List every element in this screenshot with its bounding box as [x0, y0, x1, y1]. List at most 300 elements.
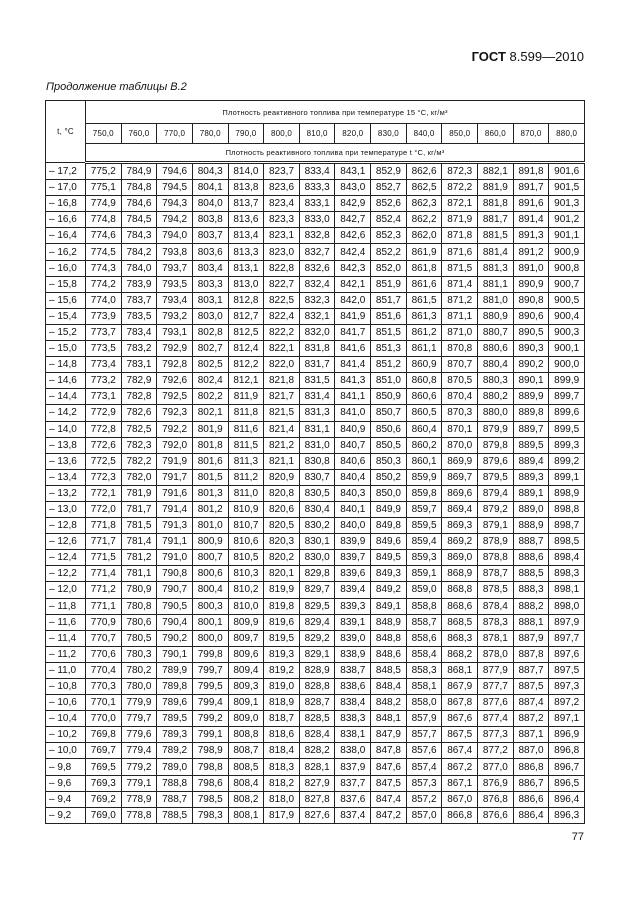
density-cell: 861,1 [406, 341, 442, 357]
table-row [46, 341, 585, 357]
density-cell: 870,3 [442, 405, 478, 421]
density-cell: 848,5 [371, 662, 407, 678]
density-cell: 792,8 [157, 357, 193, 373]
density-cell: 791,3 [157, 518, 193, 534]
temperature-cell: – 15,2 [46, 324, 86, 340]
density-cell: 779,7 [121, 711, 157, 727]
density-cell: 900,9 [549, 244, 585, 260]
temperature-cell: – 14,2 [46, 405, 86, 421]
table-row [46, 469, 585, 485]
density-cell: 881,4 [478, 244, 514, 260]
temperature-cell: – 13,6 [46, 453, 86, 469]
density-cell: 898,4 [549, 550, 585, 566]
density-cell: 828,4 [299, 727, 335, 743]
density-cell: 880,6 [478, 341, 514, 357]
density-column-header: 780,0 [192, 124, 228, 144]
density-cell: 808,7 [228, 743, 264, 759]
table-row [46, 582, 585, 598]
density-cell: 891,2 [513, 244, 549, 260]
density-cell: 813,3 [228, 244, 264, 260]
density-cell: 801,0 [192, 518, 228, 534]
density-cell: 820,3 [264, 534, 300, 550]
density-cell: 886,6 [513, 791, 549, 807]
density-cell: 804,1 [192, 180, 228, 196]
density-cell: 832,4 [299, 276, 335, 292]
density-cell: 813,4 [228, 228, 264, 244]
density-cell: 896,8 [549, 743, 585, 759]
density-cell: 782,9 [121, 373, 157, 389]
density-cell: 788,7 [157, 791, 193, 807]
table-row [46, 292, 585, 308]
density-cell: 897,1 [549, 711, 585, 727]
density-cell: 897,6 [549, 646, 585, 662]
density-cell: 858,0 [406, 695, 442, 711]
density-cell: 828,5 [299, 711, 335, 727]
table-row [46, 662, 585, 678]
density-cell: 840,9 [335, 421, 371, 437]
density-cell: 850,6 [371, 421, 407, 437]
density-cell: 775,1 [86, 180, 122, 196]
table-row [46, 453, 585, 469]
density-cell: 798,8 [192, 759, 228, 775]
density-cell: 809,7 [228, 630, 264, 646]
density-cell: 827,9 [299, 775, 335, 791]
table-row [46, 775, 585, 791]
density-cell: 857,6 [406, 743, 442, 759]
temperature-cell: – 14,8 [46, 357, 86, 373]
density-cell: 860,5 [406, 405, 442, 421]
density-cell: 859,7 [406, 501, 442, 517]
density-cell: 799,8 [192, 646, 228, 662]
density-cell: 842,1 [335, 276, 371, 292]
density-cell: 803,8 [192, 212, 228, 228]
density-cell: 829,2 [299, 630, 335, 646]
density-cell: 879,5 [478, 469, 514, 485]
density-cell: 840,3 [335, 485, 371, 501]
density-cell: 897,5 [549, 662, 585, 678]
density-cell: 802,5 [192, 357, 228, 373]
density-cell: 890,2 [513, 357, 549, 373]
density-cell: 832,1 [299, 308, 335, 324]
table-row [46, 630, 585, 646]
density-cell: 899,9 [549, 373, 585, 389]
density-cell: 811,3 [228, 453, 264, 469]
density-cell: 842,7 [335, 212, 371, 228]
density-cell: 887,5 [513, 679, 549, 695]
density-t-header: Плотность реактивного топлива при температуре t °С, кг/м³ [86, 144, 585, 163]
density-cell: 774,0 [86, 292, 122, 308]
density-cell: 794,3 [157, 196, 193, 212]
temperature-cell: – 11,8 [46, 598, 86, 614]
density-cell: 869,6 [442, 485, 478, 501]
density-cell: 791,9 [157, 453, 193, 469]
density-cell: 802,8 [192, 324, 228, 340]
table-row [46, 244, 585, 260]
density-cell: 852,2 [371, 244, 407, 260]
density-cell: 800,4 [192, 582, 228, 598]
density-cell: 828,7 [299, 695, 335, 711]
density-cell: 851,0 [371, 373, 407, 389]
density-cell: 801,5 [192, 469, 228, 485]
density-cell: 871,5 [442, 260, 478, 276]
density-cell: 852,6 [371, 196, 407, 212]
density-cell: 783,5 [121, 308, 157, 324]
density-cell: 793,8 [157, 244, 193, 260]
density-cell: 899,7 [549, 389, 585, 405]
density-column-header: 770,0 [157, 124, 193, 144]
density-cell: 839,4 [335, 582, 371, 598]
density-cell: 819,0 [264, 679, 300, 695]
density-cell: 781,5 [121, 518, 157, 534]
density-cell: 890,6 [513, 308, 549, 324]
table-row [46, 260, 585, 276]
density-cell: 860,9 [406, 357, 442, 373]
table-row [46, 389, 585, 405]
density-column-header: 870,0 [513, 124, 549, 144]
density-cell: 798,6 [192, 775, 228, 791]
density-cell: 898,1 [549, 582, 585, 598]
density-cell: 851,5 [371, 324, 407, 340]
density-cell: 773,1 [86, 389, 122, 405]
density-cell: 862,5 [406, 180, 442, 196]
density-cell: 896,4 [549, 791, 585, 807]
density-cell: 858,4 [406, 646, 442, 662]
table-row [46, 550, 585, 566]
temperature-cell: – 17,2 [46, 163, 86, 180]
density-cell: 859,1 [406, 566, 442, 582]
density-cell: 876,8 [478, 791, 514, 807]
density-cell: 770,3 [86, 679, 122, 695]
density-cell: 799,2 [192, 711, 228, 727]
density-cell: 858,1 [406, 679, 442, 695]
density-cell: 801,3 [192, 485, 228, 501]
density-cell: 829,1 [299, 646, 335, 662]
density-cell: 861,9 [406, 244, 442, 260]
density-cell: 900,0 [549, 357, 585, 373]
density-cell: 809,4 [228, 662, 264, 678]
density-cell: 774,5 [86, 244, 122, 260]
density-cell: 769,0 [86, 807, 122, 823]
density-cell: 872,2 [442, 180, 478, 196]
density-cell: 828,9 [299, 662, 335, 678]
density-cell: 868,9 [442, 566, 478, 582]
density-cell: 780,0 [121, 679, 157, 695]
density-cell: 860,8 [406, 373, 442, 389]
density-cell: 850,5 [371, 437, 407, 453]
density-cell: 889,1 [513, 485, 549, 501]
density-cell: 889,9 [513, 389, 549, 405]
density-cell: 891,7 [513, 180, 549, 196]
density-cell: 868,3 [442, 630, 478, 646]
density-cell: 802,2 [192, 389, 228, 405]
density-cell: 770,9 [86, 614, 122, 630]
density-cell: 780,9 [121, 582, 157, 598]
density-cell: 877,6 [478, 695, 514, 711]
density-cell: 861,3 [406, 308, 442, 324]
density-cell: 819,2 [264, 662, 300, 678]
density-cell: 870,7 [442, 357, 478, 373]
density-cell: 779,9 [121, 695, 157, 711]
density-cell: 840,1 [335, 501, 371, 517]
density-cell: 822,8 [264, 260, 300, 276]
density-cell: 878,4 [478, 598, 514, 614]
table-row [46, 807, 585, 823]
density-cell: 857,3 [406, 775, 442, 791]
density-cell: 814,0 [228, 163, 264, 180]
table-body [46, 163, 585, 824]
density-cell: 774,8 [86, 212, 122, 228]
density-cell: 838,9 [335, 646, 371, 662]
density-cell: 783,4 [121, 324, 157, 340]
density-cell: 811,9 [228, 389, 264, 405]
density-cell: 858,8 [406, 598, 442, 614]
density-cell: 771,7 [86, 534, 122, 550]
density-cell: 861,6 [406, 276, 442, 292]
table-row [46, 485, 585, 501]
density-cell: 899,1 [549, 469, 585, 485]
density-cell: 851,6 [371, 308, 407, 324]
density-cell: 830,5 [299, 485, 335, 501]
temperature-cell: – 14,0 [46, 421, 86, 437]
density-cell: 791,6 [157, 485, 193, 501]
density-cell: 770,6 [86, 646, 122, 662]
density-cell: 832,8 [299, 228, 335, 244]
density-cell: 772,3 [86, 469, 122, 485]
density-cell: 829,7 [299, 582, 335, 598]
density-cell: 878,8 [478, 550, 514, 566]
density-cell: 837,9 [335, 759, 371, 775]
temperature-cell: – 10,4 [46, 711, 86, 727]
density-cell: 888,6 [513, 550, 549, 566]
density-cell: 890,5 [513, 324, 549, 340]
density-cell: 839,0 [335, 630, 371, 646]
density-cell: 850,7 [371, 405, 407, 421]
density-cell: 878,0 [478, 646, 514, 662]
temperature-cell: – 13,2 [46, 485, 86, 501]
table-row [46, 711, 585, 727]
density-column-header: 880,0 [549, 124, 585, 144]
temperature-cell: – 15,4 [46, 308, 86, 324]
density-cell: 868,8 [442, 582, 478, 598]
table-row [46, 614, 585, 630]
temperature-cell: – 9,6 [46, 775, 86, 791]
density-cell: 827,8 [299, 791, 335, 807]
density-cell: 850,0 [371, 485, 407, 501]
density-cell: 841,7 [335, 324, 371, 340]
temperature-cell: – 16,6 [46, 212, 86, 228]
density-cell: 860,4 [406, 421, 442, 437]
density-cell: 838,6 [335, 679, 371, 695]
standard-code: ГОСТ [471, 49, 506, 64]
temperature-cell: – 11,0 [46, 662, 86, 678]
density-cell: 819,6 [264, 614, 300, 630]
density-cell: 890,1 [513, 373, 549, 389]
density-cell: 889,0 [513, 501, 549, 517]
density-cell: 843,0 [335, 180, 371, 196]
density-cell: 770,7 [86, 630, 122, 646]
density-cell: 901,6 [549, 163, 585, 180]
density-cell: 790,1 [157, 646, 193, 662]
density-cell: 821,5 [264, 405, 300, 421]
density-cell: 804,0 [192, 196, 228, 212]
table-row [46, 743, 585, 759]
density-cell: 831,3 [299, 405, 335, 421]
density-cell: 782,8 [121, 389, 157, 405]
density-cell: 888,1 [513, 614, 549, 630]
density-cell: 847,9 [371, 727, 407, 743]
density-cell: 812,4 [228, 341, 264, 357]
density-cell: 794,0 [157, 228, 193, 244]
density-cell: 898,5 [549, 534, 585, 550]
density-cell: 848,2 [371, 695, 407, 711]
table-row [46, 357, 585, 373]
density-cell: 871,2 [442, 292, 478, 308]
density-columns-row [46, 124, 585, 144]
density-cell: 867,0 [442, 791, 478, 807]
density-cell: 869,7 [442, 469, 478, 485]
density-cell: 804,3 [192, 163, 228, 180]
density-cell: 872,3 [442, 163, 478, 180]
density-cell: 857,7 [406, 727, 442, 743]
density-cell: 847,4 [371, 791, 407, 807]
density-cell: 788,5 [157, 807, 193, 823]
density-cell: 862,3 [406, 196, 442, 212]
density-cell: 810,9 [228, 501, 264, 517]
density-cell: 868,5 [442, 614, 478, 630]
density-cell: 862,2 [406, 212, 442, 228]
density-cell: 823,4 [264, 196, 300, 212]
density-cell: 842,4 [335, 244, 371, 260]
density-cell: 782,0 [121, 469, 157, 485]
density-cell: 833,4 [299, 163, 335, 180]
density-cell: 890,9 [513, 276, 549, 292]
temperature-cell: – 10,8 [46, 679, 86, 695]
density-cell: 848,6 [371, 646, 407, 662]
density-cell: 831,5 [299, 373, 335, 389]
temperature-cell: – 10,0 [46, 743, 86, 759]
temperature-cell: – 16,8 [46, 196, 86, 212]
table-row [46, 646, 585, 662]
density-cell: 870,5 [442, 373, 478, 389]
density-cell: 886,8 [513, 759, 549, 775]
density-cell: 800,9 [192, 534, 228, 550]
temperature-cell: – 16,2 [46, 244, 86, 260]
density-cell: 859,4 [406, 534, 442, 550]
density-cell: 861,2 [406, 324, 442, 340]
density-cell: 821,1 [264, 453, 300, 469]
density-cell: 830,0 [299, 550, 335, 566]
density-cell: 813,7 [228, 196, 264, 212]
density-cell: 829,4 [299, 614, 335, 630]
density-cell: 881,7 [478, 212, 514, 228]
density-cell: 859,3 [406, 550, 442, 566]
density-cell: 829,8 [299, 566, 335, 582]
table-row [46, 180, 585, 196]
density-cell: 881,1 [478, 276, 514, 292]
density-cell: 880,3 [478, 373, 514, 389]
density-cell: 900,8 [549, 260, 585, 276]
density-cell: 880,0 [478, 405, 514, 421]
density-cell: 881,8 [478, 196, 514, 212]
density-cell: 831,1 [299, 421, 335, 437]
density-cell: 769,8 [86, 727, 122, 743]
density-cell: 860,2 [406, 437, 442, 453]
table-row [46, 163, 585, 180]
density-cell: 831,7 [299, 357, 335, 373]
density-cell: 803,0 [192, 308, 228, 324]
density-column-header: 840,0 [406, 124, 442, 144]
density-cell: 803,1 [192, 292, 228, 308]
density-cell: 838,1 [335, 727, 371, 743]
density-cell: 841,4 [335, 357, 371, 373]
density-cell: 848,4 [371, 679, 407, 695]
density-cell: 901,5 [549, 180, 585, 196]
density-cell: 792,3 [157, 405, 193, 421]
temperature-cell: – 12,8 [46, 518, 86, 534]
density-cell: 862,0 [406, 228, 442, 244]
density-cell: 900,3 [549, 324, 585, 340]
density-cell: 774,6 [86, 228, 122, 244]
table-row [46, 308, 585, 324]
density-cell: 781,1 [121, 566, 157, 582]
density-cell: 820,1 [264, 566, 300, 582]
density-cell: 852,9 [371, 163, 407, 180]
density-cell: 809,3 [228, 679, 264, 695]
density-cell: 780,2 [121, 662, 157, 678]
temperature-cell: – 9,8 [46, 759, 86, 775]
density-cell: 779,1 [121, 775, 157, 791]
density-cell: 769,2 [86, 791, 122, 807]
density-cell: 780,6 [121, 614, 157, 630]
density-cell: 830,4 [299, 501, 335, 517]
density-cell: 831,8 [299, 341, 335, 357]
density-cell: 869,3 [442, 518, 478, 534]
density-cell: 889,8 [513, 405, 549, 421]
density-cell: 802,4 [192, 373, 228, 389]
table-row [46, 405, 585, 421]
density-cell: 899,2 [549, 453, 585, 469]
density-cell: 772,5 [86, 453, 122, 469]
density-cell: 852,3 [371, 228, 407, 244]
density-cell: 850,2 [371, 469, 407, 485]
density-cell: 784,3 [121, 228, 157, 244]
density-cell: 871,9 [442, 212, 478, 228]
density-cell: 817,9 [264, 807, 300, 823]
density-cell: 821,4 [264, 421, 300, 437]
density-cell: 871,6 [442, 244, 478, 260]
density-cell: 840,6 [335, 453, 371, 469]
density-column-header: 800,0 [264, 124, 300, 144]
density-cell: 828,8 [299, 679, 335, 695]
density-cell: 889,7 [513, 421, 549, 437]
density-cell: 823,3 [264, 212, 300, 228]
density-cell: 857,0 [406, 807, 442, 823]
table-row [46, 791, 585, 807]
density-cell: 822,4 [264, 308, 300, 324]
density-cell: 792,9 [157, 341, 193, 357]
density-cell: 771,8 [86, 518, 122, 534]
density-cell: 808,2 [228, 791, 264, 807]
density-cell: 887,0 [513, 743, 549, 759]
density-cell: 891,4 [513, 212, 549, 228]
density-cell: 841,3 [335, 373, 371, 389]
temperature-cell: – 11,4 [46, 630, 86, 646]
density-cell: 868,2 [442, 646, 478, 662]
density-cell: 810,2 [228, 582, 264, 598]
density-cell: 792,5 [157, 389, 193, 405]
density-cell: 852,7 [371, 180, 407, 196]
density-cell: 870,8 [442, 341, 478, 357]
